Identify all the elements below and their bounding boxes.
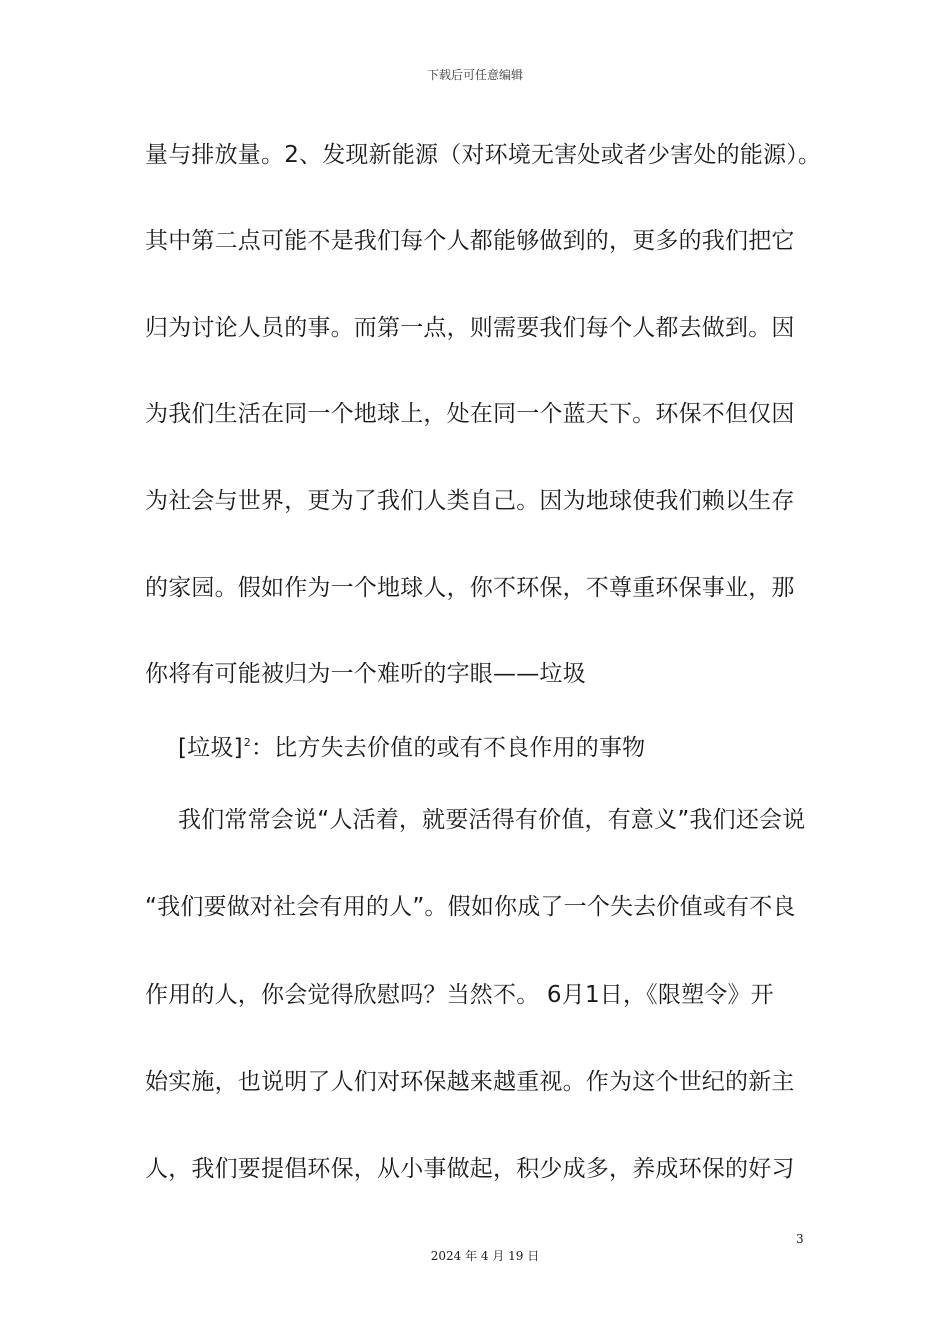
body-line-1: 量与排放量。2、发现新能源（对环境无害处或者少害处的能源）。 [145, 142, 822, 168]
body-line-3: 归为讨论人员的事。而第一点，则需要我们每个人都去做到。因 [145, 315, 795, 341]
body-line-4: 为我们生活在同一个地球上，处在同一个蓝天下。环保不但仅因 [145, 401, 795, 427]
definition-text: ：比方失去价值的或有不良作用的事物 [250, 735, 646, 761]
page-number: 3 [796, 1232, 804, 1246]
definition-term: [垃圾] [178, 735, 243, 761]
body-line-11: 始实施，也说明了人们对环保越来越重视。作为这个世纪的新主 [145, 1069, 795, 1095]
body-line-12: 人，我们要提倡环保，从小事做起，积少成多，养成环保的好习 [145, 1156, 795, 1182]
body-line-9: “我们要做对社会有用的人”。假如你成了一个失去价值或有不良 [145, 894, 796, 920]
footnote-marker[interactable]: 2 [243, 736, 251, 750]
body-line-5: 为社会与世界，更为了我们人类自己。因为地球使我们赖以生存 [145, 488, 795, 514]
body-line-8: 我们常常会说“人活着，就要活得有价值，有意义”我们还会说 [178, 807, 806, 833]
body-line-10: 作用的人，你会觉得欣慰吗？当然不。 6月1日，《限塑令》开 [145, 982, 774, 1008]
body-line-2: 其中第二点可能不是我们每个人都能够做到的，更多的我们把它 [145, 228, 795, 254]
body-line-6: 的家园。假如作为一个地球人，你不环保，不尊重环保事业，那 [145, 575, 795, 601]
page-header: 下载后可任意编辑 [426, 68, 523, 82]
footer-date: 2024 年 4 月 19 日 [430, 1249, 540, 1263]
body-line-7: 你将有可能被归为一个难听的字眼——垃圾 [145, 661, 586, 687]
definition-line [178, 732, 878, 764]
